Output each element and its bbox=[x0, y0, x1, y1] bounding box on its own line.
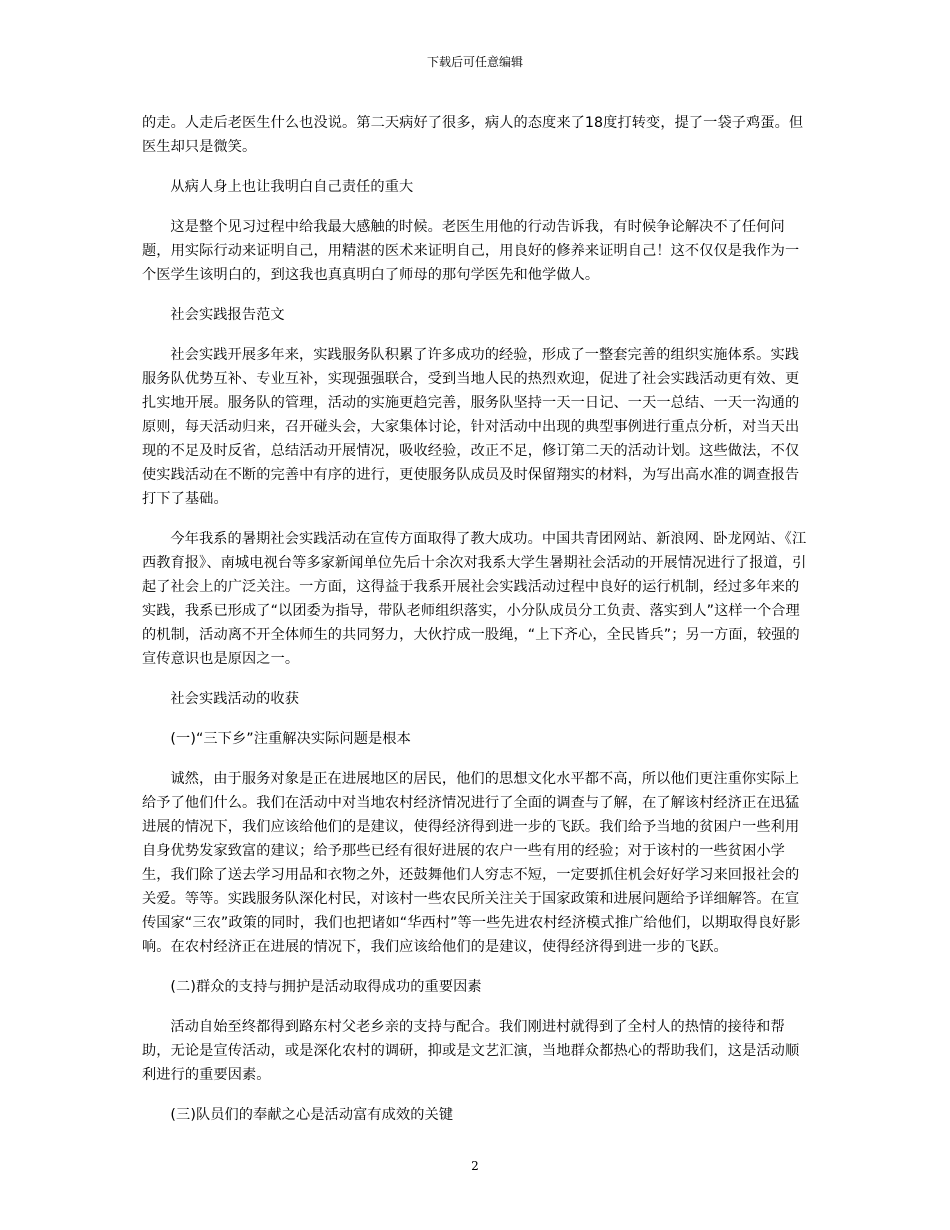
subsection-title: 社会实践活动的收获 bbox=[170, 691, 299, 707]
paragraph: 今年我系的暑期社会实践活动在宣传方面取得了教大成功。中国共青团网站、新浪网、卧龙网站、《江西教育报》、南城电视台等多家新闻单位先后十余次对我系大学生暑期社会活动的开展情况进行了报道，引起了社会上的广泛关注。一方面，这得益于我系开展社会实践活动过程中良好的运行机制，经过多年来的实践，我系已形成了“以团委为指导，带队老师组织落实，小分队成员分工负责、落实到人”这样一个合理的机制，活动离不开全体师生的共同努力，大伙拧成一股绳，“上下齐心，全民皆兵”；另一方面，较强的宣传意识也是原因之一。 bbox=[142, 531, 807, 667]
paragraph: 诚然，由于服务对象是正在进展地区的居民，他们的思想文化水平都不高，所以他们更注重你实际上给予了他们什么。我们在活动中对当地农村经济情况进行了全面的调查与了解，在了解该村经济正在迅猛进展的情况下，我们应该给他们的是建议，使得经济得到进一步的飞跃。我们给予当地的贫困户一些利用自身优势发家致富的建议；给予那些已经有很好进展的农户一些有用的经验；对于该村的一些贫困小学生，我们除了送去学习用品和衣物之外，还鼓舞他们人穷志不短，一定要抓住机会好好学习来回报社会的关爱。等等。实践服务队深化村民，对该村一些农民所关注关于国家政策和进展问题给予详细解答。在宣传国家“三农”政策的同时，我们也把诸如“华西村”等一些先进农村经济模式推广给他们，以期取得良好影响。在农村经济正在进展的情况下，我们应该给他们的是建议，使得经济得到进一步的飞跃。 bbox=[142, 771, 801, 955]
paragraph-continuation: 的走。人走后老医生什么也没说。第二天病好了很多，病人的态度来了18度打转变，提了一袋子鸡蛋。但医生却只是微笑。 bbox=[142, 115, 804, 155]
paragraph: 活动自始至终都得到路东村父老乡亲的支持与配合。我们刚进村就得到了全村人的热情的接待和帮助，无论是宣传活动，或是深化农村的调研，抑或是文艺汇演，当地群众都热心的帮助我们，这是活动顺利进行的重要因素。 bbox=[142, 1019, 800, 1083]
page-number: 2 bbox=[471, 1159, 479, 1173]
paragraph-heading: 从病人身上也让我明白自己责任的重大 bbox=[170, 179, 414, 195]
section-title: 社会实践报告范文 bbox=[170, 307, 285, 323]
document-body bbox=[142, 111, 812, 1143]
subsection-heading-3: (三)队员们的奉献之心是活动富有成效的关键 bbox=[170, 1107, 454, 1123]
subsection-heading-2: (二)群众的支持与拥护是活动取得成功的重要因素 bbox=[170, 979, 482, 995]
paragraph: 这是整个见习过程中给我最大感触的时候。老医生用他的行动告诉我，有时候争论解决不了任何问题，用实际行动来证明自己，用精湛的医术来证明自己，用良好的修养来证明自己！这不仅仅是我作为一个医学生该明白的，到这我也真真明白了师母的那句学医先和他学做人。 bbox=[142, 219, 800, 283]
page-header: 下载后可任意编辑 bbox=[426, 55, 523, 69]
paragraph: 社会实践开展多年来，实践服务队积累了许多成功的经验，形成了一整套完善的组织实施体系。实践服务队优势互补、专业互补，实现强强联合，受到当地人民的热烈欢迎，促进了社会实践活动更有效、更扎实地开展。服务队的管理，活动的实施更趋完善，服务队坚持一天一日记、一天一总结、一天一沟通的原则，每天活动归来，召开碰头会，大家集体讨论，针对活动中出现的典型事例进行重点分析，对当天出现的不足及时反省，总结活动开展情况，吸收经验，改正不足，修订第二天的活动计划。这些做法，不仅使实践活动在不断的完善中有序的进行，更使服务队成员及时保留翔实的材料，为写出高水准的调查报告打下了基础。 bbox=[142, 347, 800, 507]
subsection-heading-1: (一)“三下乡”注重解决实际问题是根本 bbox=[170, 731, 411, 747]
